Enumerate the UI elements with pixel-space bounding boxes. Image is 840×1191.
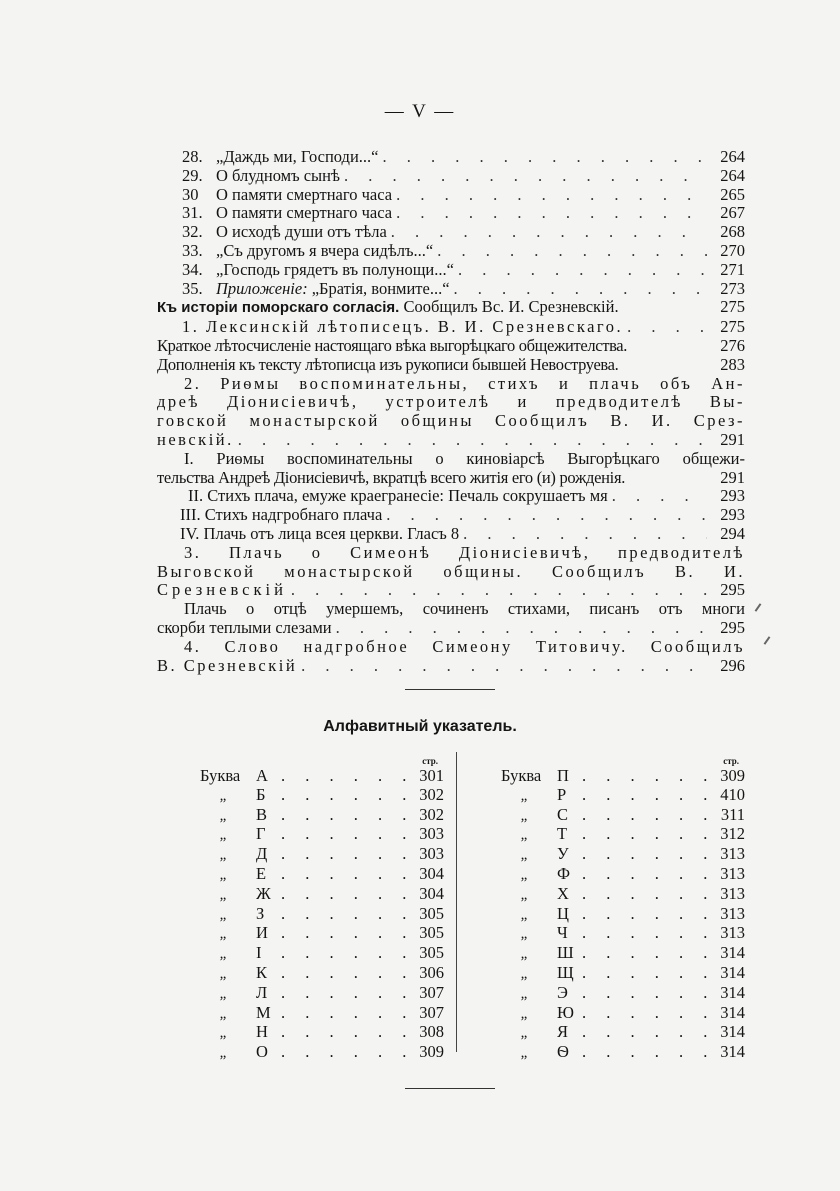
index-letter: Б [256, 784, 266, 804]
index-page: 304 [419, 863, 444, 883]
leader-dots [386, 506, 707, 525]
leader-dots [582, 767, 710, 786]
leader-dots [281, 1004, 409, 1023]
index-row[interactable] [501, 865, 745, 885]
index-page: 314 [720, 943, 745, 963]
toc-item-number: 28. [182, 147, 203, 166]
entry-line: скорби теплыми слезами [157, 617, 332, 637]
index-page: 313 [720, 903, 745, 923]
index-row[interactable] [501, 825, 745, 845]
ditto-mark: „ [219, 866, 227, 883]
toc-entry-stikh-placha[interactable] [157, 487, 745, 506]
index-page: 309 [720, 766, 745, 785]
index-page: 302 [419, 804, 444, 824]
ditto-mark: „ [520, 807, 528, 824]
index-row[interactable] [501, 984, 745, 1004]
entry-title: 1. Лексинскій лѣтописецъ. В. И. Срезневскаго. [182, 317, 624, 337]
leader-dots [281, 905, 409, 924]
leader-dots [437, 242, 707, 261]
toc-entry-nadgrobnago[interactable] [157, 506, 745, 525]
index-page: 309 [419, 1042, 444, 1062]
index-page: 303 [419, 824, 444, 844]
section-heading-row[interactable] [157, 298, 745, 318]
index-letter: Ж [256, 883, 271, 903]
entry-line: дреѣ Діонисіевичѣ, устроителѣ и предводителѣ Вы- [157, 392, 745, 412]
leader-dots [382, 148, 707, 167]
leader-dots [281, 944, 409, 963]
ditto-mark: „ [219, 1025, 227, 1042]
leader-dots [344, 167, 707, 186]
column-header: стр. [422, 756, 438, 766]
leader-dots [463, 525, 707, 544]
leader-dots [281, 825, 409, 844]
index-letter: А [256, 766, 268, 785]
ditto-mark: „ [520, 926, 528, 943]
leader-dots [582, 845, 710, 864]
ditto-mark: „ [219, 847, 227, 864]
leader-dots [612, 487, 707, 506]
index-page: 305 [419, 923, 444, 943]
index-row[interactable] [501, 1043, 745, 1063]
entry-title: Краткое лѣтосчисленіе настоящаго вѣка выгорѣцкаго общежителства. [157, 335, 628, 355]
index-row[interactable] [200, 885, 444, 905]
leader-dots [582, 944, 710, 963]
toc-item[interactable] [157, 242, 745, 261]
index-row[interactable] [200, 984, 444, 1004]
index-letter: З [256, 903, 265, 923]
toc-item-title: „Даждь ми, Господи...“ [216, 147, 379, 166]
index-page: 306 [419, 962, 444, 982]
index-page: 314 [720, 1002, 745, 1022]
index-letter: Ш [557, 943, 574, 963]
toc-item-number: 32. [182, 222, 203, 242]
index-row[interactable] [200, 767, 444, 786]
toc-entry-leksinsky[interactable] [157, 318, 745, 337]
toc-item-number: 29. [182, 165, 203, 185]
leader-dots [582, 964, 710, 983]
leader-dots [301, 657, 707, 676]
index-page: 313 [720, 844, 745, 864]
ditto-mark: „ [520, 1025, 528, 1042]
index-row[interactable] [501, 924, 745, 944]
toc-item-number: 34. [182, 259, 203, 279]
index-page: 314 [720, 1022, 745, 1042]
toc-item[interactable] [157, 204, 745, 223]
column-divider [456, 752, 457, 1052]
toc-item-number: 31. [182, 203, 203, 223]
leader-dots [396, 186, 707, 205]
leader-dots [582, 1023, 710, 1042]
leader-dots [454, 280, 707, 299]
leader-dots [281, 885, 409, 904]
toc-list [157, 148, 745, 298]
toc-item[interactable] [157, 167, 745, 186]
toc-item-page: 264 [720, 165, 745, 185]
ditto-mark: „ [219, 807, 227, 824]
ditto-mark: „ [219, 827, 227, 844]
index-letter: Ц [557, 903, 569, 923]
index-page: 302 [419, 784, 444, 804]
entry-line: 2. Риѳмы воспоминательны, стихъ и плачь объ Ан- [184, 373, 745, 393]
section-title: Къ исторіи поморскаго согласія. [157, 299, 400, 317]
ditto-mark: „ [520, 847, 528, 864]
section-author: Сообщилъ Вс. И. Срезневскій. [403, 297, 619, 317]
leader-dots [281, 786, 409, 805]
toc-item-title: О памяти смертнаго часа [216, 203, 393, 223]
leader-dots [281, 924, 409, 943]
index-letter: Ѳ [557, 1042, 569, 1062]
leader-dots [582, 1043, 710, 1062]
index-page: 314 [720, 962, 745, 982]
ditto-mark: „ [520, 827, 528, 844]
leader-dots [458, 261, 707, 280]
entry-page: 276 [720, 335, 745, 355]
toc-item-page: 267 [720, 203, 745, 223]
toc-item-page: 264 [720, 147, 745, 166]
ditto-mark: „ [219, 965, 227, 982]
entry-page: 293 [720, 505, 745, 525]
ditto-mark: „ [219, 985, 227, 1002]
index-page: 311 [720, 804, 745, 824]
index-row[interactable] [501, 964, 745, 984]
index-row[interactable] [501, 806, 745, 826]
index-row[interactable] [200, 786, 444, 806]
leader-dots [582, 905, 710, 924]
entry-title: IV. Плачь отъ лица всея церкви. Гласъ 8 [180, 523, 460, 543]
index-row[interactable] [501, 786, 745, 806]
toc-entry-plach-tserkvi[interactable] [157, 525, 745, 544]
entry-line: Выговской монастырской общины. Сообщилъ В. И. [157, 561, 745, 581]
toc-item-number: 35. [182, 278, 203, 298]
leader-dots [281, 984, 409, 1003]
ditto-mark: „ [219, 886, 227, 903]
entry-title: II. Стихъ плача, емуже краегранесіе: Печаль сокрушаетъ мя [188, 486, 608, 506]
index-page: 314 [720, 1042, 745, 1062]
index-letter: І [256, 943, 262, 963]
toc-entry-rifmy[interactable] [157, 375, 745, 450]
entry-line: невскій. [157, 429, 234, 449]
leader-dots [281, 845, 409, 864]
leader-dots [281, 1043, 409, 1062]
entry-line: тельства Андреѣ Діонисіевичѣ, вкратцѣ всего житія его (и) рожденія. [157, 467, 626, 487]
ditto-mark: „ [219, 1005, 227, 1022]
leader-dots [396, 204, 707, 223]
index-letter: У [557, 844, 569, 864]
index-letter: Н [256, 1022, 268, 1042]
ditto-mark: „ [520, 965, 528, 982]
entry-line: Срезневскій [157, 580, 287, 600]
index-page: 314 [720, 982, 745, 1002]
leader-dots [281, 767, 409, 786]
index-row[interactable] [501, 767, 745, 786]
index-page: 410 [720, 784, 745, 804]
index-letter: Ю [557, 1002, 574, 1022]
ditto-mark: „ [219, 946, 227, 963]
entry-page: 283 [720, 354, 745, 374]
toc-item-page: 271 [720, 259, 745, 279]
leader-dots [582, 984, 710, 1003]
index-page: 313 [720, 883, 745, 903]
leader-dots [391, 223, 707, 242]
entry-page: 293 [720, 486, 745, 506]
scan-speck [755, 603, 762, 612]
index-page: 305 [419, 943, 444, 963]
leader-dots [627, 318, 707, 337]
index-letter: Г [256, 824, 266, 844]
page-number: — V — [384, 101, 456, 122]
index-column-right [501, 755, 745, 1063]
entry-line: 4. Слово надгробное Симеону Титовичу. Сообщилъ [184, 636, 745, 656]
ditto-mark: „ [520, 886, 528, 903]
toc-entry-kratkoe[interactable] [157, 337, 745, 356]
index-row[interactable] [200, 1004, 444, 1024]
entry-title: Дополненія къ тексту лѣтописца изъ рукописи бывшей Невоструева. [157, 354, 619, 374]
index-heading: Алфавитный указатель. [323, 718, 517, 735]
index-row[interactable] [200, 964, 444, 984]
index-letter: С [557, 804, 569, 824]
index-page: 303 [419, 844, 444, 864]
section-page: 275 [720, 297, 745, 317]
ditto-mark: „ [520, 946, 528, 963]
toc-item-title: „Съ другомъ я вчера сидѣлъ...“ [216, 240, 434, 260]
index-page: 308 [419, 1022, 444, 1042]
leader-dots [582, 806, 710, 825]
table-of-contents [157, 148, 745, 675]
leader-dots [281, 964, 409, 983]
ditto-mark: „ [520, 866, 528, 883]
index-page: 313 [720, 863, 745, 883]
leader-dots [291, 581, 707, 600]
toc-item-page: 273 [720, 278, 745, 298]
index-page: 301 [419, 766, 444, 785]
entry-title: III. Стихъ надгробнаго плача [180, 505, 383, 525]
leader-dots [336, 619, 707, 638]
leader-dots [238, 431, 707, 450]
index-label: Буква [200, 766, 241, 785]
entry-page: 275 [720, 317, 745, 337]
entry-page: 295 [720, 580, 745, 600]
toc-item[interactable] [157, 223, 745, 242]
index-row[interactable] [200, 825, 444, 845]
index-row[interactable] [501, 845, 745, 865]
index-row[interactable] [200, 924, 444, 944]
toc-item-title: О памяти смертнаго часа [216, 184, 393, 204]
ditto-mark: „ [219, 1045, 227, 1062]
column-header: стр. [723, 756, 739, 766]
toc-item[interactable] [157, 261, 745, 280]
leader-dots [582, 1004, 710, 1023]
index-row[interactable] [200, 845, 444, 865]
leader-dots [582, 825, 710, 844]
toc-item-page: 265 [720, 184, 745, 204]
ditto-mark: „ [520, 1005, 528, 1022]
ditto-mark: „ [520, 1045, 528, 1062]
index-row[interactable] [501, 905, 745, 925]
toc-item[interactable] [157, 148, 745, 167]
index-page: 307 [419, 1002, 444, 1022]
toc-item-title: О исходѣ души отъ тѣла [216, 222, 387, 242]
ditto-mark: „ [520, 906, 528, 923]
index-label: Буква [501, 766, 542, 785]
index-letter: Л [256, 982, 268, 1002]
index-letter: В [256, 804, 268, 824]
index-row[interactable] [200, 944, 444, 964]
index-row[interactable] [501, 1023, 745, 1043]
index-row[interactable] [200, 806, 444, 826]
leader-dots [582, 865, 710, 884]
ditto-mark: „ [219, 906, 227, 923]
toc-entry-plach-simeon[interactable] [157, 544, 745, 600]
entry-line: Плачь о отцѣ умершемъ, сочиненъ стихами, писанъ отъ многи [184, 599, 745, 619]
toc-item-title: „Господь грядетъ въ полунощи...“ [216, 259, 454, 279]
index-letter: К [256, 962, 268, 982]
leader-dots [582, 885, 710, 904]
index-row[interactable] [200, 1043, 444, 1063]
index-letter: Ч [557, 923, 568, 943]
index-column-left [200, 755, 444, 1063]
ditto-mark: „ [520, 787, 528, 804]
index-letter: Я [557, 1022, 569, 1042]
entry-page: 291 [720, 429, 745, 449]
ditto-mark: „ [219, 787, 227, 804]
toc-item-title: „Братія, вонмите...“ [311, 278, 450, 298]
index-letter: М [256, 1002, 271, 1022]
index-page: 312 [720, 824, 745, 844]
ditto-mark: „ [520, 985, 528, 1002]
toc-entry-plach-ottse[interactable] [157, 600, 745, 638]
index-letter: Х [557, 883, 569, 903]
index-row[interactable] [501, 944, 745, 964]
toc-item-page: 270 [720, 240, 745, 260]
index-row[interactable] [200, 1023, 444, 1043]
entry-line: В. Срезневскій [157, 655, 298, 675]
entry-page: 291 [720, 467, 745, 487]
toc-entry-rifmy-kinoviarse[interactable] [157, 450, 745, 488]
leader-dots [281, 1023, 409, 1042]
leader-dots [281, 806, 409, 825]
index-letter: Щ [557, 962, 574, 982]
scan-speck [764, 636, 771, 645]
entry-page: 295 [720, 617, 745, 637]
toc-item-prefix: Приложеніе: [216, 278, 308, 298]
entry-line: 3. Плачь о Симеонѣ Діонисіевичѣ, предводителѣ [184, 542, 745, 562]
ditto-mark: „ [219, 926, 227, 943]
index-row[interactable] [200, 865, 444, 885]
index-row[interactable] [501, 885, 745, 905]
index-page: 307 [419, 982, 444, 1002]
toc-item[interactable] [157, 186, 745, 205]
index-page: 304 [419, 883, 444, 903]
leader-dots [582, 786, 710, 805]
index-letter: Р [557, 784, 567, 804]
index-row[interactable] [200, 905, 444, 925]
index-letter: Т [557, 824, 568, 844]
toc-item-title: О блудномъ сынѣ [216, 165, 340, 185]
leader-dots [281, 865, 409, 884]
index-letter: Д [256, 844, 268, 864]
toc-item[interactable] [157, 280, 745, 299]
entry-line: I. Риѳмы воспоминательны о киновіарсѣ Выгорѣцкаго общежи- [184, 448, 745, 468]
toc-entry-slovo-nadgrobnoe[interactable] [157, 638, 745, 676]
index-page: 305 [419, 903, 444, 923]
index-page: 313 [720, 923, 745, 943]
toc-item-number: 33. [182, 240, 203, 260]
toc-item-page: 268 [720, 222, 745, 242]
index-letter: Ф [557, 863, 571, 883]
entry-page: 294 [720, 523, 745, 543]
leader-dots [582, 924, 710, 943]
toc-item-number: 30 [182, 184, 199, 204]
index-letter: Э [557, 982, 568, 1002]
entry-page: 296 [720, 655, 745, 675]
index-row[interactable] [501, 1004, 745, 1024]
divider-rule [405, 689, 495, 690]
divider-rule [405, 1088, 495, 1089]
index-letter: П [557, 766, 569, 785]
index-letter: О [256, 1042, 268, 1062]
toc-entry-dopolneniya[interactable] [157, 356, 745, 375]
entry-line: говской монастырской общины Сообщилъ В. И. Срез- [157, 411, 745, 431]
index-letter: Е [256, 863, 267, 883]
index-letter: И [256, 923, 268, 943]
